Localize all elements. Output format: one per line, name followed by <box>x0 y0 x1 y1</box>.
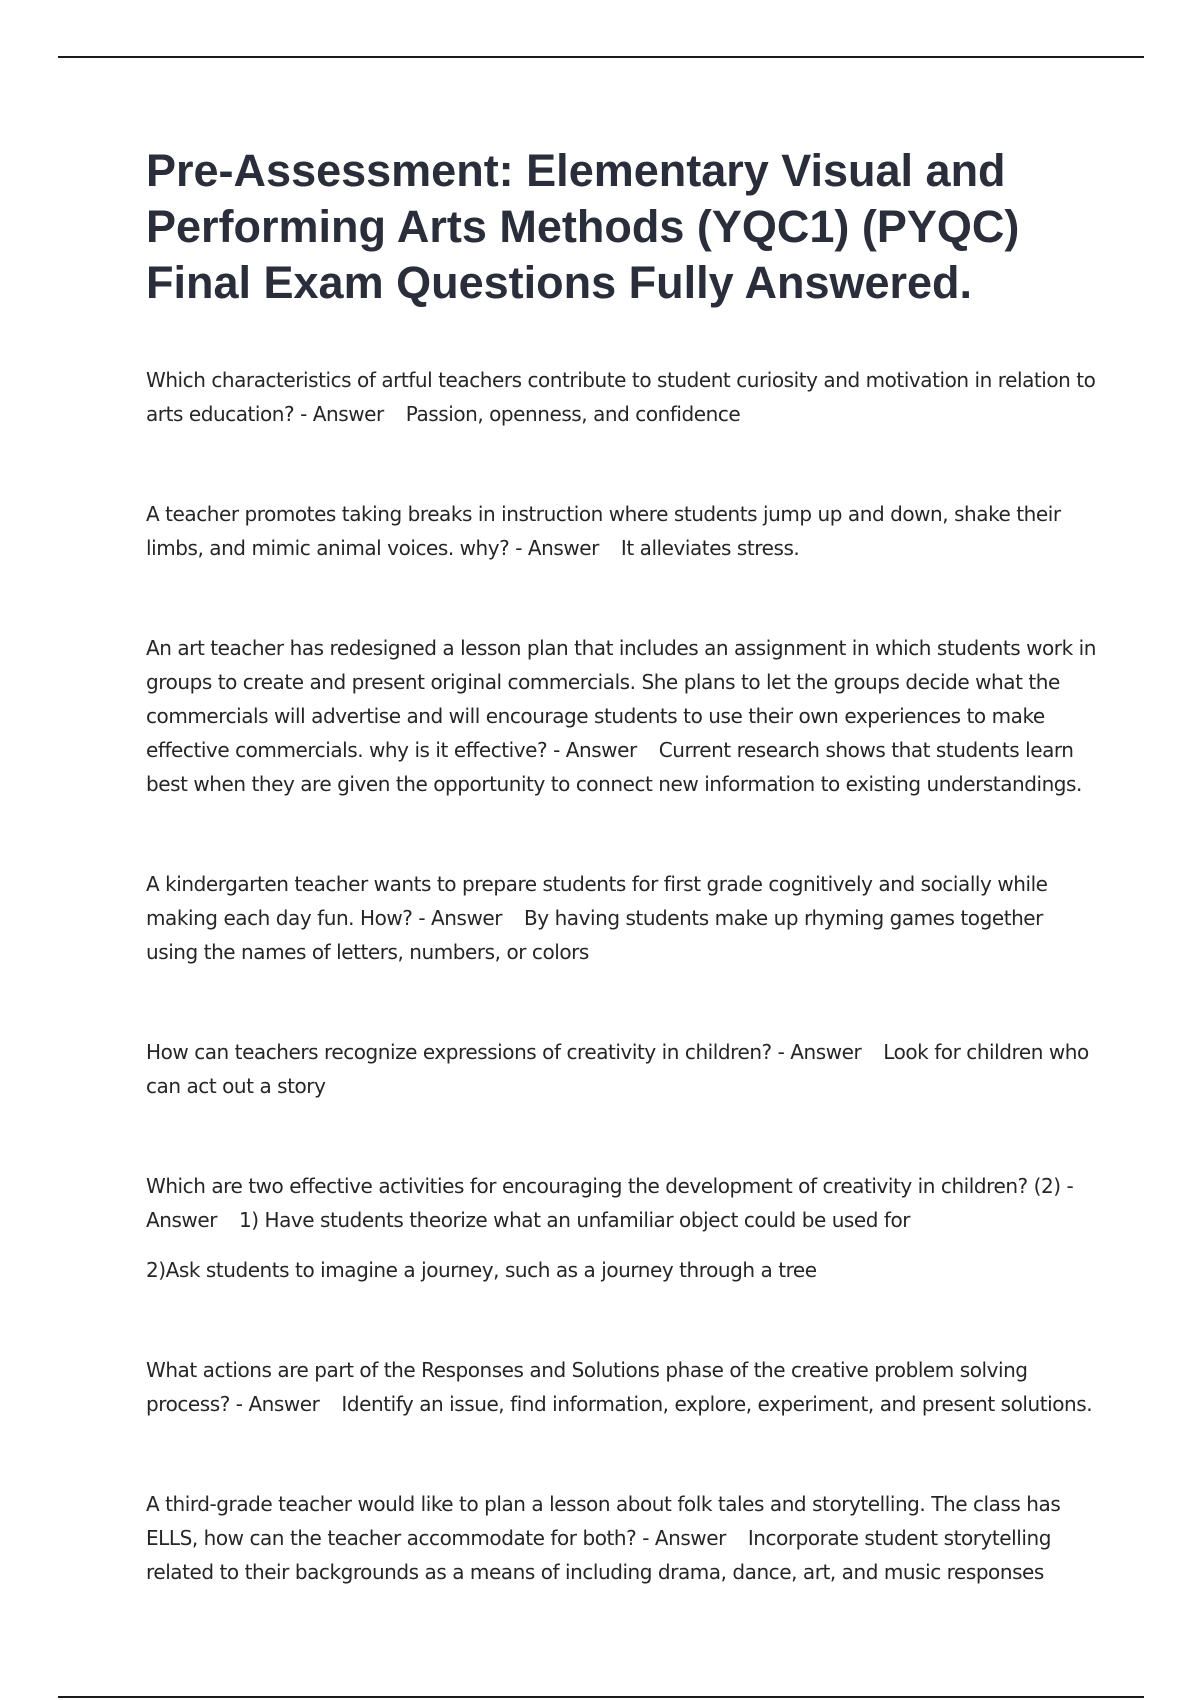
answer-text: 1) Have students theorize what an unfamiliar object could be used for <box>238 1208 911 1232</box>
answer-text: Current research shows that students learn best when they are given the opportunity to connect new information to existing understandings. <box>146 738 1082 796</box>
qa-item-1 <box>146 363 1096 431</box>
answer-continued-text: 2)Ask students to imagine a journey, such as a journey through a tree <box>146 1258 817 1282</box>
qa-item-2 <box>146 497 1096 565</box>
question-text: Which are two effective activities for encouraging the development of creativity in children? (2) - Answer <box>146 1174 1074 1232</box>
qa-item-6 <box>146 1169 1096 1287</box>
question-text: What actions are part of the Responses and Solutions phase of the creative problem solving process? - Answer <box>146 1358 1028 1416</box>
question-text: A third-grade teacher would like to plan a lesson about folk tales and storytelling. The class has ELLS, how can the teacher accommodate for both? - Answer <box>146 1492 1061 1550</box>
answer-text: By having students make up rhyming games together using the names of letters, numbers, or colors <box>146 906 1043 964</box>
qa-item-7 <box>146 1353 1096 1421</box>
question-text: A teacher promotes taking breaks in instruction where students jump up and down, shake their limbs, and mimic animal voices. why? - Answer <box>146 502 1061 560</box>
answer-text: Incorporate student storytelling related to their backgrounds as a means of including drama, dance, art, and music responses <box>146 1526 1051 1584</box>
answer-text: Identify an issue, find information, explore, experiment, and present solutions. <box>341 1392 1093 1416</box>
answer-text: Look for children who can act out a story <box>146 1040 1089 1098</box>
top-rule <box>58 56 1144 58</box>
qa-list <box>146 363 1096 1589</box>
question-text: A kindergarten teacher wants to prepare students for first grade cognitively and socially while making each day fun. How? - Answer <box>146 872 1048 930</box>
document-title: Pre-Assessment: Elementary Visual and Performing Arts Methods (YQC1) (PYQC) Final Exam Questions Fully Answered. <box>146 145 1020 308</box>
qa-item-8 <box>146 1487 1096 1589</box>
answer-text: Passion, openness, and confidence <box>405 402 741 426</box>
qa-item-4 <box>146 867 1096 969</box>
qa-item-3 <box>146 631 1096 801</box>
document-body <box>146 143 1096 1655</box>
question-text: Which characteristics of artful teachers contribute to student curiosity and motivation in relation to arts education? - Answer <box>146 368 1096 426</box>
question-text: An art teacher has redesigned a lesson plan that includes an assignment in which students work in groups to create and present original commercials. She plans to let the groups decide what the commercials will advertise and will encourage students to use their own experiences to make effective commercials. why is it effective? - Answer <box>146 636 1096 762</box>
bottom-rule <box>58 1696 1144 1698</box>
answer-text: It alleviates stress. <box>620 536 800 560</box>
qa-item-5 <box>146 1035 1096 1103</box>
question-text: How can teachers recognize expressions of creativity in children? - Answer <box>146 1040 862 1064</box>
